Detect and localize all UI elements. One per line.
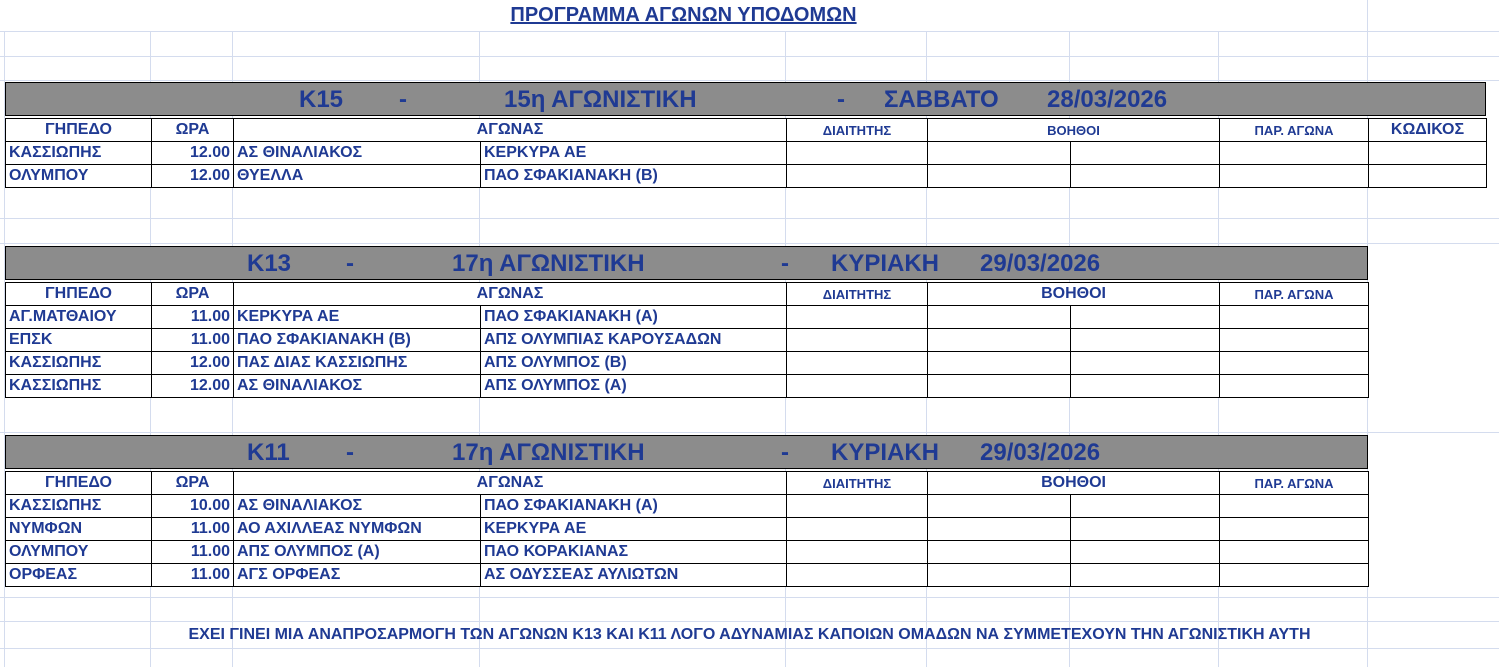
home-team-cell: ΑΓΣ ΟΡΦΕΑΣ [234,564,481,587]
home-team-cell: ΘΥΕΛΛΑ [234,165,481,188]
code-cell[interactable] [1369,142,1487,165]
assistant-2-cell[interactable] [1071,352,1220,375]
venue-cell: ΕΠΣΚ [6,329,152,352]
home-team-cell: ΠΑΟ ΣΦΑΚΙΑΝΑΚΗ (Β) [234,329,481,352]
category-label: Κ11 [247,439,290,466]
time-cell: 11.00 [152,564,234,587]
away-team-cell: ΠΑΟ ΚΟΡΑΚΙΑΝΑΣ [481,541,787,564]
away-team-cell: ΑΠΣ ΟΛΥΜΠΟΣ (Α) [481,375,787,398]
referee-cell[interactable] [787,329,928,352]
header-match: ΑΓΩΝΑΣ [234,119,787,142]
header-venue: ΓΗΠΕΔΟ [6,283,152,306]
day-label: ΚΥΡΙΑΚΗ [831,439,940,466]
observer-cell[interactable] [1220,518,1369,541]
home-team-cell: ΑΠΣ ΟΛΥΜΠΟΣ (Α) [234,541,481,564]
category-label: Κ15 [299,86,344,113]
table-row [6,518,1369,541]
assistant-2-cell[interactable] [1071,495,1220,518]
time-cell: 11.00 [152,541,234,564]
away-team-cell: ΑΠΣ ΟΛΥΜΠΟΣ (Β) [481,352,787,375]
code-cell[interactable] [1369,165,1487,188]
away-team-cell: ΠΑΟ ΣΦΑΚΙΑΝΑΚΗ (Β) [481,165,787,188]
assistant-2-cell[interactable] [1071,375,1220,398]
venue-cell: ΚΑΣΣΙΩΠΗΣ [6,352,152,375]
venue-cell: ΚΑΣΣΙΩΠΗΣ [6,495,152,518]
header-observer: ΠΑΡ. ΑΓΩΝΑ [1220,283,1369,306]
header-assistants: ΒΟΗΘΟΙ [928,283,1220,306]
observer-cell[interactable] [1220,165,1369,188]
header-time: ΩΡΑ [152,472,234,495]
header-referee: ΔΙΑΙΤΗΤΗΣ [787,472,928,495]
footer-note: ΕΧΕΙ ΓΙΝΕΙ ΜΙΑ ΑΝΑΠΡΟΣΑΡΜΟΓΗ ΤΩΝ ΑΓΩΝΩΝ Κ13 ΚΑΙ Κ11 ΛΟΓΟ ΑΔΥΝΑΜΙΑΣ ΚΑΠΟΙΩΝ ΟΜΑΔΩΝ ΝΑ ΣΥΜΜΕΤΕΧΟΥΝ ΤΗΝ ΑΓΩΝΙΣΤΙΚΗ ΑΥΤΗ [188,626,1311,643]
header-match: ΑΓΩΝΑΣ [234,283,787,306]
time-cell: 12.00 [152,165,234,188]
table-row [6,142,1487,165]
assistant-1-cell[interactable] [928,142,1071,165]
away-team-cell: ΚΕΡΚΥΡΑ ΑΕ [481,518,787,541]
time-cell: 12.00 [152,142,234,165]
assistant-1-cell[interactable] [928,306,1071,329]
header-observer: ΠΑΡ. ΑΓΩΝΑ [1220,119,1369,142]
header-time: ΩΡΑ [152,283,234,306]
header-code: ΚΩΔΙΚΟΣ [1369,119,1487,142]
home-team-cell: ΠΑΣ ΔΙΑΣ ΚΑΣΣΙΩΠΗΣ [234,352,481,375]
referee-cell[interactable] [787,306,928,329]
time-cell: 11.00 [152,306,234,329]
matches-table [5,282,1369,398]
referee-cell[interactable] [787,375,928,398]
header-time: ΩΡΑ [152,119,234,142]
referee-cell[interactable] [787,495,928,518]
table-row [6,541,1369,564]
home-team-cell: ΚΕΡΚΥΡΑ ΑΕ [234,306,481,329]
matches-table [5,118,1487,188]
assistant-1-cell[interactable] [928,564,1071,587]
dash: - [346,439,354,466]
header-assistants: ΒΟΗΘΟΙ [928,119,1220,142]
matches-table [5,471,1369,587]
venue-cell: ΟΛΥΜΠΟΥ [6,165,152,188]
referee-cell[interactable] [787,142,928,165]
assistant-2-cell[interactable] [1071,518,1220,541]
table-row [6,564,1369,587]
dash: - [781,439,789,466]
table-row [6,495,1369,518]
date-label: 28/03/2026 [1047,86,1168,113]
date-label: 29/03/2026 [980,439,1101,466]
referee-cell[interactable] [787,518,928,541]
assistant-1-cell[interactable] [928,541,1071,564]
time-cell: 11.00 [152,518,234,541]
header-venue: ΓΗΠΕΔΟ [6,472,152,495]
away-team-cell: ΚΕΡΚΥΡΑ ΑΕ [481,142,787,165]
header-match: ΑΓΩΝΑΣ [234,472,787,495]
assistant-2-cell[interactable] [1071,564,1220,587]
table-row [6,375,1369,398]
table-row [6,165,1487,188]
dash: - [837,86,845,113]
assistant-1-cell[interactable] [928,329,1071,352]
time-cell: 10.00 [152,495,234,518]
venue-cell: ΟΛΥΜΠΟΥ [6,541,152,564]
venue-cell: ΝΥΜΦΩΝ [6,518,152,541]
assistant-1-cell[interactable] [928,495,1071,518]
dash: - [346,250,354,277]
day-label: ΚΥΡΙΑΚΗ [831,250,940,277]
venue-cell: ΟΡΦΕΑΣ [6,564,152,587]
referee-cell[interactable] [787,564,928,587]
home-team-cell: ΑΣ ΘΙΝΑΛΙΑΚΟΣ [234,495,481,518]
section-banner [5,246,1368,280]
away-team-cell: ΠΑΟ ΣΦΑΚΙΑΝΑΚΗ (Α) [481,495,787,518]
time-cell: 11.00 [152,329,234,352]
observer-cell[interactable] [1220,142,1369,165]
assistant-1-cell[interactable] [928,375,1071,398]
table-row [6,306,1369,329]
assistant-2-cell[interactable] [1071,142,1220,165]
assistant-1-cell[interactable] [928,518,1071,541]
assistant-2-cell[interactable] [1071,306,1220,329]
away-team-cell: ΑΣ ΟΔΥΣΣΕΑΣ ΑΥΛΙΩΤΩΝ [481,564,787,587]
dash: - [781,250,789,277]
assistant-2-cell[interactable] [1071,329,1220,352]
assistant-1-cell[interactable] [928,165,1071,188]
category-label: Κ13 [247,250,292,277]
assistant-2-cell[interactable] [1071,165,1220,188]
referee-cell[interactable] [787,541,928,564]
round-label: 15η ΑΓΩΝΙΣΤΙΚΗ [504,86,697,113]
home-team-cell: ΑΟ ΑΧΙΛΛΕΑΣ ΝΥΜΦΩΝ [234,518,481,541]
observer-cell[interactable] [1220,541,1369,564]
home-team-cell: ΑΣ ΘΙΝΑΛΙΑΚΟΣ [234,375,481,398]
header-referee: ΔΙΑΙΤΗΤΗΣ [787,283,928,306]
observer-cell[interactable] [1220,495,1369,518]
observer-cell[interactable] [1220,375,1369,398]
time-cell: 12.00 [152,375,234,398]
assistant-2-cell[interactable] [1071,541,1220,564]
day-label: ΣΑΒΒΑΤΟ [884,86,999,113]
round-label: 17η ΑΓΩΝΙΣΤΙΚΗ [452,250,645,277]
header-row [6,283,1369,306]
venue-cell: ΚΑΣΣΙΩΠΗΣ [6,142,152,165]
time-cell: 12.00 [152,352,234,375]
observer-cell[interactable] [1220,564,1369,587]
home-team-cell: ΑΣ ΘΙΝΑΛΙΑΚΟΣ [234,142,481,165]
away-team-cell: ΑΠΣ ΟΛΥΜΠΙΑΣ ΚΑΡΟΥΣΑΔΩΝ [481,329,787,352]
table-row [6,352,1369,375]
venue-cell: ΚΑΣΣΙΩΠΗΣ [6,375,152,398]
page-title: ΠΡΟΓΡΑΜΜΑ ΑΓΩΝΩΝ ΥΠΟΔΟΜΩΝ [0,0,1367,31]
header-observer: ΠΑΡ. ΑΓΩΝΑ [1220,472,1369,495]
dash: - [399,86,407,113]
observer-cell[interactable] [1220,352,1369,375]
table-row [6,329,1369,352]
section-banner [5,435,1368,469]
observer-cell[interactable] [1220,306,1369,329]
referee-cell[interactable] [787,352,928,375]
referee-cell[interactable] [787,165,928,188]
header-referee: ΔΙΑΙΤΗΤΗΣ [787,119,928,142]
venue-cell: ΑΓ.ΜΑΤΘΑΙΟΥ [6,306,152,329]
header-row [6,472,1369,495]
header-row [6,119,1487,142]
header-assistants: ΒΟΗΘΟΙ [928,472,1220,495]
observer-cell[interactable] [1220,329,1369,352]
round-label: 17η ΑΓΩΝΙΣΤΙΚΗ [452,439,645,466]
date-label: 29/03/2026 [980,250,1101,277]
away-team-cell: ΠΑΟ ΣΦΑΚΙΑΝΑΚΗ (Α) [481,306,787,329]
section-banner [5,82,1486,116]
assistant-1-cell[interactable] [928,352,1071,375]
header-venue: ΓΗΠΕΔΟ [6,119,152,142]
